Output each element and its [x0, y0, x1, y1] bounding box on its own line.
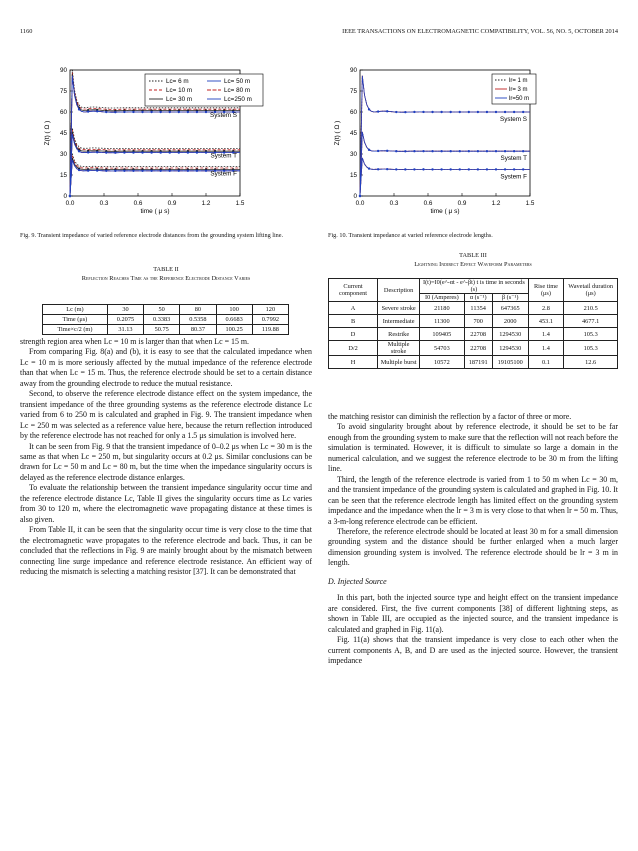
table2	[42, 304, 289, 335]
table-cell: 0.3383	[144, 315, 180, 325]
series-marker	[87, 151, 89, 153]
y-tick-label: 45	[349, 130, 357, 137]
y-tick-label: 45	[59, 130, 67, 137]
y-tick-label: 60	[349, 109, 357, 116]
page-number: 1160	[20, 28, 33, 35]
legend-label: Lc= 80 m	[224, 87, 251, 94]
paragraph: Therefore, the reference electrode should be located at least 30 m for a small dimension grounding system and the distance should be further enlarged when a much larger dimension grounding system is involved. The reference electrode should be lr = 3 m in length.	[328, 526, 618, 568]
table-cell: B	[329, 315, 378, 328]
table-row	[329, 302, 618, 315]
table-row	[43, 325, 289, 335]
series-marker	[386, 168, 388, 170]
paragraph: the matching resistor can diminish the reflection by a factor of three or more.	[328, 412, 572, 421]
table-cell: Multiple burst	[378, 356, 420, 369]
table2-label: TABLE II	[153, 266, 179, 273]
series-marker	[422, 111, 424, 113]
y-tick-label: 90	[349, 67, 357, 74]
legend-label: lr= 3 m	[509, 87, 528, 93]
paragraph: It can be seen from Fig. 9 that the transient impedance of 0–0.2 μs when Lc = 30 m is the same as that when Lc = 250 m, but singularity occurs at 0.2 μs. Similar conclusions can be drawn for Lc = 50 m and Lc = 80 m, but the time when the impedance singularity occurs is delayed as the reference electrode distance enlarges.	[20, 441, 312, 482]
series-marker	[114, 151, 116, 153]
series-marker	[105, 111, 107, 113]
table-cell: 119.88	[252, 325, 288, 335]
series-marker	[150, 170, 152, 172]
legend-label: Lc= 50 m	[224, 78, 251, 85]
series-marker	[422, 150, 424, 152]
series-marker	[459, 168, 461, 170]
series-marker	[205, 111, 207, 113]
series-marker	[504, 111, 506, 113]
table-cell: Multiple stroke	[378, 341, 420, 356]
t3-h-rise: Rise time (μs)	[528, 279, 564, 302]
table-cell: 12.6	[564, 356, 618, 369]
table-cell: 100.25	[216, 325, 252, 335]
series-marker	[368, 167, 370, 169]
paragraph: To evaluate the relationship between the transient impedance singularity occur time and the reference electrode distance Lc, Table II gives the singularity occurs time as Lc varies from 30 to 120 m, where the electromagnetic wave propagating distance at these times is also given.	[20, 483, 312, 524]
series-marker	[377, 110, 379, 112]
series-line	[70, 160, 240, 196]
series-marker	[477, 111, 479, 113]
series-marker	[413, 111, 415, 113]
table-row	[329, 328, 618, 341]
series-marker	[78, 169, 80, 171]
t3-h-component: Current component	[329, 279, 378, 302]
series-line	[70, 132, 240, 196]
t3-h-alpha: α (s⁻¹)	[464, 294, 492, 302]
fig10-caption: Fig. 10. Transient impedance at varied reference electrode lengths.	[328, 232, 493, 239]
paragraph: From comparing Fig. 8(a) and (b), it is easy to see that the calculated impedance when Lc = 10 m is more seriously affected by the mutual impedance of the reference electrode than that when Lc = 15 m. Thus, the reference electrode should be set to a certain distance away from the grounding electrode to reduce the mutual resistance.	[20, 347, 312, 388]
paragraph: strength region area when Lc = 10 m is larger than that when Lc = 15 m.	[20, 337, 249, 346]
y-tick-label: 75	[349, 88, 357, 95]
t3-h-description: Description	[378, 279, 420, 302]
table-cell: 30	[107, 305, 143, 315]
series-marker	[486, 111, 488, 113]
table-cell: 1.4	[528, 341, 564, 356]
series-marker	[123, 151, 125, 153]
series-marker	[468, 111, 470, 113]
x-tick-label: 1.5	[525, 200, 535, 207]
y-tick-label: 30	[349, 151, 357, 158]
y-tick-label: 15	[349, 172, 357, 179]
table3-label: TABLE III	[459, 252, 487, 259]
series-line	[70, 130, 240, 196]
y-tick-label: 30	[59, 151, 67, 158]
table-cell: 11354	[464, 302, 492, 315]
table-cell: 2000	[492, 315, 528, 328]
series-marker	[468, 150, 470, 152]
series-marker	[440, 150, 442, 152]
series-marker	[69, 195, 71, 197]
system-label: System T	[500, 155, 527, 163]
series-marker	[159, 170, 161, 172]
x-tick-label: 1.2	[491, 200, 501, 207]
table3-title: Lightning Indirect Effect Waveform Parameters	[414, 261, 532, 268]
table-cell: 21180	[420, 302, 464, 315]
table-cell: 453.1	[528, 315, 564, 328]
series-marker	[486, 150, 488, 152]
series-marker	[187, 111, 189, 113]
table-cell: Restrike	[378, 328, 420, 341]
series-line	[70, 160, 240, 196]
series-marker	[431, 150, 433, 152]
y-tick-label: 15	[59, 172, 67, 179]
x-tick-label: 0.9	[457, 200, 467, 207]
y-tick-label: 0	[353, 193, 357, 200]
paragraph: Fig. 11(a) shows that the transient impedance is very close to each other when the current components A, B, and D are used as the injected source. However, the transient impedance	[328, 635, 618, 665]
table-cell: 210.5	[564, 302, 618, 315]
fig9-caption: Fig. 9. Transient impedance of varied reference electrode distances from the grounding system lifting line.	[20, 232, 284, 239]
paragraph: Second, to observe the reference electrode distance effect on the system impedance, the transient impedance of the three grounding systems as the reference electrode distance Lc varied from 6 to 250 m is calculated and graphed in Fig. 9. The transient impedance when Lc = 250 m was selected as a reference value here, because the return reflection introduced by the reference electrode has not reached for only a 1.5 μs simulation is involved here.	[20, 389, 312, 441]
y-tick-label: 90	[59, 67, 67, 74]
series-marker	[522, 150, 524, 152]
series-marker	[141, 151, 143, 153]
legend-label: Lc= 10 m	[166, 87, 193, 94]
left-column	[20, 337, 312, 577]
y-axis-label: Z(t) ( Ω )	[334, 120, 341, 146]
system-label: System S	[210, 111, 237, 119]
table2-title: Reflection Reaches Time as the Reference Electrode Distance Varies	[81, 275, 251, 282]
table-cell: 109405	[420, 328, 464, 341]
table-cell: 50.75	[144, 325, 180, 335]
table-cell: 31.13	[107, 325, 143, 335]
series-marker	[87, 169, 89, 171]
table-row	[329, 356, 618, 369]
series-marker	[141, 111, 143, 113]
series-marker	[449, 168, 451, 170]
x-tick-label: 0.6	[133, 200, 143, 207]
series-marker	[169, 170, 171, 172]
series-marker	[196, 111, 198, 113]
table-cell: 80	[180, 305, 216, 315]
table-cell: 120	[252, 305, 288, 315]
table-cell: 80.37	[180, 325, 216, 335]
table-cell: 10572	[420, 356, 464, 369]
legend-label: Lc= 30 m	[166, 96, 193, 103]
table-cell: 50	[144, 305, 180, 315]
table-cell: 11300	[420, 315, 464, 328]
table-cell: 647365	[492, 302, 528, 315]
x-tick-label: 0.0	[355, 200, 365, 207]
series-marker	[368, 108, 370, 110]
series-marker	[187, 170, 189, 172]
series-marker	[413, 168, 415, 170]
table-cell: 700	[464, 315, 492, 328]
series-marker	[522, 111, 524, 113]
y-tick-label: 75	[59, 88, 67, 95]
series-marker	[169, 111, 171, 113]
paragraph: To avoid singularity brought about by reference electrode, it should be set to be far enough from the grounding system to make sure that the reflection will not reach before the simulation is terminated. However, it is difficult to simulate so large a domain in the numerical calculation, and we suggest the reference electrode to be 30 m from the lifting line.	[328, 422, 618, 474]
series-marker	[377, 150, 379, 152]
legend-label: lr=50 m	[509, 96, 530, 102]
series-marker	[96, 110, 98, 112]
table-row	[43, 305, 289, 315]
series-marker	[449, 111, 451, 113]
series-marker	[386, 110, 388, 112]
series-marker	[413, 150, 415, 152]
series-marker	[105, 170, 107, 172]
series-marker	[395, 168, 397, 170]
system-label: System S	[500, 116, 527, 123]
t3-h-wavetail: Wavetail duration (μs)	[564, 279, 618, 302]
series-marker	[178, 170, 180, 172]
legend-label: lr= 1 m	[509, 78, 528, 84]
legend-label: Lc=250 m	[224, 96, 252, 103]
series-marker	[459, 150, 461, 152]
series-marker	[132, 170, 134, 172]
series-marker	[114, 170, 116, 172]
fig10-chart	[330, 62, 586, 224]
x-tick-label: 0.3	[389, 200, 399, 207]
table-cell: 0.1	[528, 356, 564, 369]
y-tick-label: 0	[63, 193, 67, 200]
paragraph: From Table II, it can be seen that the singularity occur time is very close to the time that the electromagnetic wave propagates to the reference electrode and back. Thus, it can be concluded that the reflections in Fig. 9 are mainly brought about by the mismatch between connecting line surge impedance and reference electrode resistance. An efficient way of reducing the mismatch is selecting a matching resistor [37]. It can be demonstrated that	[20, 525, 312, 576]
series-marker	[141, 170, 143, 172]
series-marker	[205, 151, 207, 153]
series-marker	[395, 111, 397, 113]
system-label: System T	[210, 152, 237, 160]
series-marker	[123, 111, 125, 113]
right-column	[328, 412, 618, 666]
series-line	[360, 132, 530, 196]
series-marker	[522, 168, 524, 170]
system-label: System F	[210, 170, 237, 178]
paragraph: Third, the length of the reference electrode is varied from 1 to 50 m when Lc = 30 m, and the transient impedance of the grounding system is calculated and graphed in Fig. 10. It can be seen that the reference electrode length has limited effect on the grounding system impedance and the impedance when the lr = 3 m is very close to that when lr = 50 m. Thus, a 3-m-long reference electrode can be efficient.	[328, 474, 618, 526]
series-marker	[495, 168, 497, 170]
table-cell: Time (μs)	[43, 315, 108, 325]
t3-h-beta: β (s⁻¹)	[492, 294, 528, 302]
series-marker	[132, 151, 134, 153]
series-marker	[159, 151, 161, 153]
series-line	[360, 132, 530, 196]
series-marker	[205, 170, 207, 172]
series-marker	[477, 168, 479, 170]
table3	[328, 278, 618, 369]
table-row	[329, 315, 618, 328]
series-marker	[468, 168, 470, 170]
t3-h-i0: I0 (Amperes)	[420, 294, 464, 302]
table-cell: 22708	[464, 341, 492, 356]
series-marker	[368, 149, 370, 151]
table-cell: Intermediate	[378, 315, 420, 328]
series-marker	[87, 110, 89, 112]
section-heading: D. Injected Source	[328, 576, 387, 586]
x-axis-label: time ( μ s)	[430, 208, 460, 215]
series-marker	[78, 150, 80, 152]
series-line	[70, 134, 240, 196]
series-marker	[404, 150, 406, 152]
series-marker	[431, 168, 433, 170]
series-marker	[440, 111, 442, 113]
x-tick-label: 0.0	[65, 200, 75, 207]
series-marker	[395, 150, 397, 152]
series-marker	[477, 150, 479, 152]
table-cell: 105.3	[564, 341, 618, 356]
table-cell: Severe stroke	[378, 302, 420, 315]
table-cell: 0.6683	[216, 315, 252, 325]
series-marker	[495, 111, 497, 113]
x-tick-label: 1.2	[201, 200, 211, 207]
table-cell: 1.4	[528, 328, 564, 341]
paragraph: In this part, both the injected source type and height effect on the transient impedance are considered. First, the five current components [38] of different lightning steps, as shown in Table III, are occupied as the injected source, and the transient impedance is calculated and graphed in Fig. 11(a).	[328, 593, 618, 634]
journal-header: IEEE TRANSACTIONS ON ELECTROMAGNETIC COMPATIBILITY, VOL. 56, NO. 5, OCTOBER 2014	[342, 28, 618, 35]
series-marker	[178, 111, 180, 113]
table-row	[329, 341, 618, 356]
table-row	[43, 315, 289, 325]
series-marker	[359, 195, 361, 197]
series-marker	[105, 151, 107, 153]
table-cell: Time×c/2 (m)	[43, 325, 108, 335]
table-cell: D	[329, 328, 378, 341]
x-tick-label: 0.3	[99, 200, 109, 207]
series-marker	[513, 150, 515, 152]
series-marker	[196, 151, 198, 153]
x-tick-label: 0.6	[423, 200, 433, 207]
table-cell: 2.8	[528, 302, 564, 315]
table-cell: A	[329, 302, 378, 315]
series-marker	[422, 168, 424, 170]
series-marker	[504, 168, 506, 170]
series-marker	[449, 150, 451, 152]
series-marker	[169, 151, 171, 153]
x-tick-label: 0.9	[167, 200, 177, 207]
series-marker	[178, 151, 180, 153]
table-cell: 100	[216, 305, 252, 315]
table-cell: H	[329, 356, 378, 369]
t3-h-formula: I(t)=I0(e^-αt - e^-βt) t is time in seconds (s)	[420, 279, 528, 294]
series-marker	[114, 111, 116, 113]
table-cell: 22708	[464, 328, 492, 341]
table-cell: 4677.1	[564, 315, 618, 328]
table-cell: 1294530	[492, 328, 528, 341]
table-cell: 1294530	[492, 341, 528, 356]
series-marker	[96, 151, 98, 153]
table-cell: 187191	[464, 356, 492, 369]
table-cell: 0.7992	[252, 315, 288, 325]
series-marker	[495, 150, 497, 152]
series-marker	[404, 111, 406, 113]
series-marker	[123, 170, 125, 172]
table-cell: 19105100	[492, 356, 528, 369]
series-marker	[440, 168, 442, 170]
series-marker	[504, 150, 506, 152]
series-marker	[78, 108, 80, 110]
system-label: System F	[500, 173, 527, 181]
series-line	[360, 132, 530, 196]
series-marker	[187, 151, 189, 153]
series-marker	[459, 111, 461, 113]
table-cell: 105.3	[564, 328, 618, 341]
table-cell: 54703	[420, 341, 464, 356]
x-axis-label: time ( μ s)	[140, 208, 170, 215]
series-marker	[132, 111, 134, 113]
series-line	[70, 128, 240, 196]
series-line	[70, 134, 240, 196]
series-marker	[96, 169, 98, 171]
series-marker	[404, 168, 406, 170]
series-marker	[513, 111, 515, 113]
series-marker	[150, 151, 152, 153]
series-marker	[377, 168, 379, 170]
series-marker	[196, 170, 198, 172]
series-marker	[431, 111, 433, 113]
table-cell: D/2	[329, 341, 378, 356]
series-marker	[386, 150, 388, 152]
fig9-chart	[40, 62, 296, 224]
y-tick-label: 60	[59, 109, 67, 116]
series-marker	[486, 168, 488, 170]
y-axis-label: Z(t) ( Ω )	[44, 120, 51, 146]
x-tick-label: 1.5	[235, 200, 245, 207]
table-cell: Lc (m)	[43, 305, 108, 315]
series-marker	[513, 168, 515, 170]
series-line	[70, 134, 240, 196]
table-cell: 0.5358	[180, 315, 216, 325]
series-marker	[159, 111, 161, 113]
series-marker	[150, 111, 152, 113]
legend-label: Lc= 6 m	[166, 78, 189, 85]
series-line	[70, 160, 240, 196]
table-cell: 0.2075	[107, 315, 143, 325]
